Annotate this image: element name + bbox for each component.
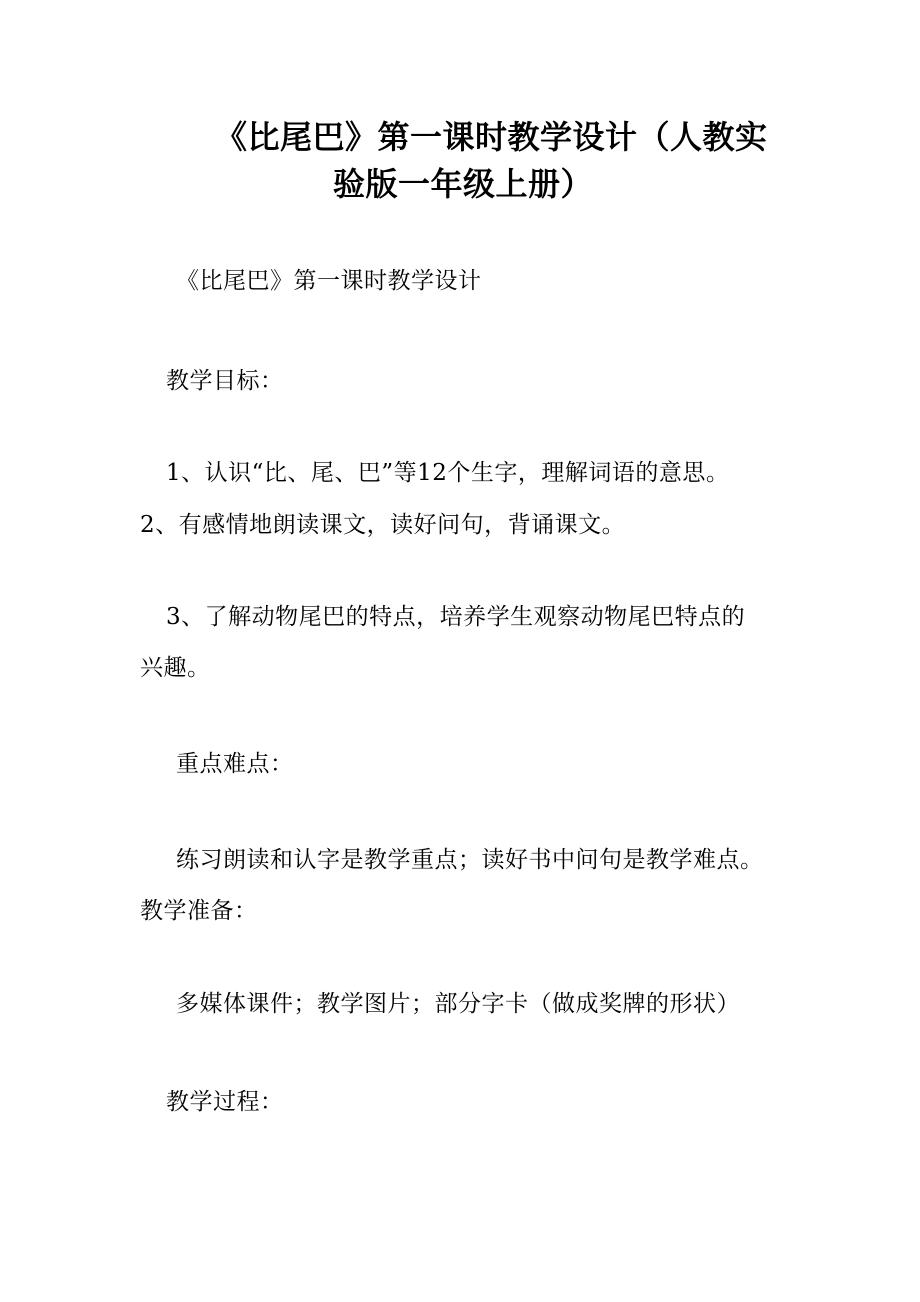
preparation-heading: 教学准备：: [140, 898, 258, 924]
goal-item-1: 1、认识“比、尾、巴”等12个生字，理解词语的意思。: [166, 460, 730, 486]
process-heading: 教学过程：: [166, 1089, 284, 1115]
preparation-text: 多媒体课件；教学图片；部分字卡（做成奖牌的形状）: [176, 991, 740, 1017]
goals-heading: 教学目标：: [166, 368, 284, 394]
key-points-heading: 重点难点：: [176, 751, 294, 777]
goal-item-2: 2、有感情地朗读课文，读好问句，背诵课文。: [140, 512, 626, 538]
document-subtitle: 《比尾巴》第一课时教学设计: [176, 268, 482, 294]
goal-item-3-line-1: 3、了解动物尾巴的特点，培养学生观察动物尾巴特点的: [166, 604, 746, 630]
document-title-line-1: 《比尾巴》第一课时教学设计（人教实: [215, 118, 768, 156]
key-points-text: 练习朗读和认字是教学重点；读好书中问句是教学难点。: [176, 847, 764, 873]
document-title-line-2: 验版一年级上册）: [333, 165, 594, 203]
goal-item-3-line-2: 兴趣。: [140, 655, 211, 681]
